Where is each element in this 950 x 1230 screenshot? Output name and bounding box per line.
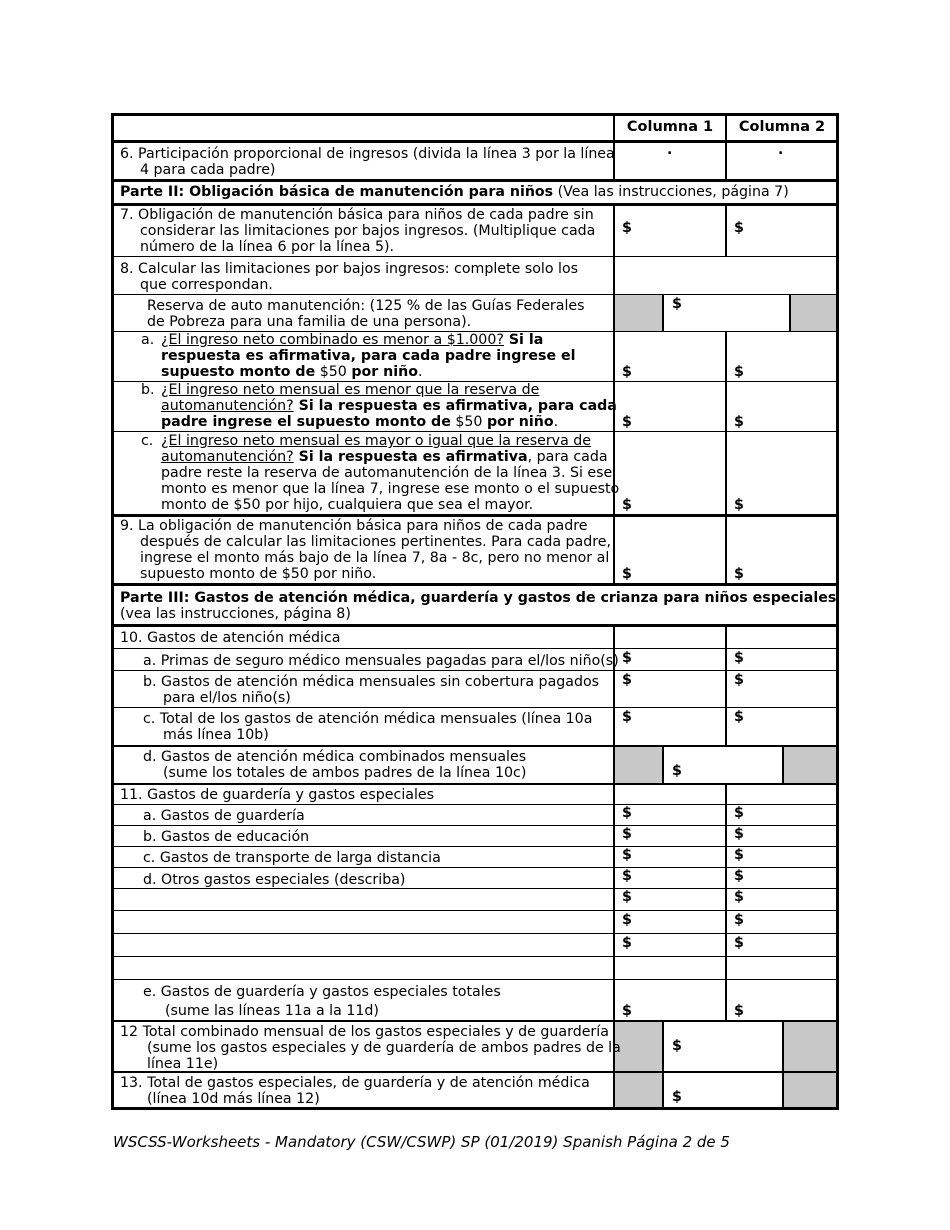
row-10d-line-1: d. Gastos de atención médica combinados mensuales — [143, 749, 527, 765]
row-6-col2-decimal[interactable]: . — [778, 142, 784, 158]
row-11e-line-1: e. Gastos de guardería y gastos especiales totales — [143, 984, 501, 1000]
row-7-col2-amount[interactable]: $ — [734, 220, 744, 236]
other-expense-1-col1-amount[interactable]: $ — [622, 889, 632, 905]
row-11c-col1-amount[interactable]: $ — [622, 847, 632, 863]
other-expense-3-col1-amount[interactable]: $ — [622, 935, 632, 951]
row-8-line-1: 8. Calcular las limitaciones por bajos ingresos: complete solo los — [120, 261, 579, 277]
part-3-subheading: (vea las instrucciones, página 8) — [120, 606, 351, 622]
row-12-line-1: 12 Total combinado mensual de los gastos especiales y de guardería — [120, 1024, 609, 1040]
row-10a-col2-amount[interactable]: $ — [734, 650, 744, 666]
row-8a-prefix: a. — [141, 332, 155, 348]
row-8a-line-3: supuesto monto de $50 por niño. — [161, 364, 423, 380]
row-8b-line-3: padre ingrese el supuesto monto de $50 por niño. — [161, 414, 559, 430]
reserve-line-2: de Pobreza para una familia de una persona). — [147, 314, 472, 330]
column-1-header: Columna 1 — [626, 119, 714, 135]
row-11a-col2-amount[interactable]: $ — [734, 805, 744, 821]
row-11d-col2-amount[interactable]: $ — [734, 868, 744, 884]
row-13-gray-left — [614, 1073, 663, 1108]
row-8c-line-4: monto es menor que la línea 7, ingrese ese monto o el supuesto — [161, 481, 620, 497]
row-10b-line-1: b. Gastos de atención médica mensuales sin cobertura pagados — [143, 674, 600, 690]
part-3-heading: Parte III: Gastos de atención médica, guardería y gastos de crianza para niños especiales — [120, 590, 837, 606]
row-9-line-3: ingrese el monto más bajo de la línea 7, 8a - 8c, pero no menor al — [140, 550, 610, 566]
row-11e-line-2: (sume las líneas 11a a la 11d) — [165, 1003, 379, 1019]
row-11a-col1-amount[interactable]: $ — [622, 805, 632, 821]
row-12-line-3: línea 11e) — [147, 1056, 219, 1072]
row-8a-col2-amount[interactable]: $ — [734, 364, 744, 380]
row-11d-col1-amount[interactable]: $ — [622, 868, 632, 884]
row-7-col1-amount[interactable]: $ — [622, 220, 632, 236]
row-8b-line-1: ¿El ingreso neto mensual es menor que la reserva de — [161, 382, 540, 398]
page-footer: WSCSS-Worksheets - Mandatory (CSW/CSWP) SP (01/2019) Spanish Página 2 de 5 — [113, 1133, 730, 1151]
row-10c-line-1: c. Total de los gastos de atención médica mensuales (línea 10a — [143, 711, 593, 727]
row-9-line-2: después de calcular las limitaciones pertinentes. Para cada padre, — [140, 534, 611, 550]
row-9-col1-amount[interactable]: $ — [622, 566, 632, 582]
row-11b-text: b. Gastos de educación — [143, 829, 310, 845]
row-10c-col1-amount[interactable]: $ — [622, 709, 632, 725]
part-2-heading: Parte II: Obligación básica de manutención para niños (Vea las instrucciones, página 7) — [120, 184, 789, 200]
row-8c-line-3: padre reste la reserva de automanutención de la línea 3. Si ese — [161, 465, 613, 481]
column-2-header: Columna 2 — [738, 119, 826, 135]
reserve-amount[interactable]: $ — [672, 296, 682, 312]
row-8c-line-5: monto de $50 por hijo, cualquiera que sea el mayor. — [161, 497, 534, 513]
row-10d-gray-left — [614, 747, 663, 783]
row-11e-col2-amount[interactable]: $ — [734, 1003, 744, 1019]
row-8b-col2-amount[interactable]: $ — [734, 414, 744, 430]
row-13-gray-right — [783, 1073, 837, 1108]
row-11c-col2-amount[interactable]: $ — [734, 847, 744, 863]
row-10c-line-2: más línea 10b) — [163, 727, 269, 743]
other-expense-3-col2-amount[interactable]: $ — [734, 935, 744, 951]
row-10d-amount[interactable]: $ — [672, 763, 682, 779]
row-10b-col1-amount[interactable]: $ — [622, 672, 632, 688]
row-7-line-3: número de la línea 6 por la línea 5). — [140, 239, 395, 255]
row-10b-line-2: para el/los niño(s) — [163, 690, 291, 706]
row-8c-prefix: c. — [141, 433, 154, 449]
row-8a-col1-amount[interactable]: $ — [622, 364, 632, 380]
row-9-line-4: supuesto monto de $50 por niño. — [140, 566, 377, 582]
reserve-gray-left — [614, 295, 663, 331]
row-6-col1-decimal[interactable]: . — [667, 142, 673, 158]
row-8c-col1-amount[interactable]: $ — [622, 497, 632, 513]
row-10b-col2-amount[interactable]: $ — [734, 672, 744, 688]
row-13-amount[interactable]: $ — [672, 1089, 682, 1105]
row-9-col2-amount[interactable]: $ — [734, 566, 744, 582]
row-12-gray-right — [783, 1022, 837, 1071]
row-12-line-2: (sume los gastos especiales y de guardería de ambos padres de la — [147, 1040, 621, 1056]
row-13-line-1: 13. Total de gastos especiales, de guardería y de atención médica — [120, 1075, 590, 1091]
row-11a-text: a. Gastos de guardería — [143, 808, 305, 824]
reserve-line-1: Reserva de auto manutención: (125 % de las Guías Federales — [147, 298, 585, 314]
row-11-title: 11. Gastos de guardería y gastos especiales — [120, 787, 435, 803]
row-10d-line-2: (sume los totales de ambos padres de la línea 10c) — [163, 765, 527, 781]
row-8c-col2-amount[interactable]: $ — [734, 497, 744, 513]
row-8a-line-1: ¿El ingreso neto combinado es menor a $1.000? Si la — [161, 332, 544, 348]
row-11e-col1-amount[interactable]: $ — [622, 1003, 632, 1019]
row-10c-col2-amount[interactable]: $ — [734, 709, 744, 725]
row-8c-line-1: ¿El ingreso neto mensual es mayor o igual que la reserva de — [161, 433, 592, 449]
row-8b-prefix: b. — [141, 382, 155, 398]
row-8-line-2: que correspondan. — [140, 277, 273, 293]
row-9-line-1: 9. La obligación de manutención básica para niños de cada padre — [120, 518, 588, 534]
row-12-amount[interactable]: $ — [672, 1038, 682, 1054]
row-6-text-2: 4 para cada padre) — [140, 162, 276, 178]
row-13-line-2: (línea 10d más línea 12) — [147, 1091, 320, 1107]
row-12-gray-left — [614, 1022, 663, 1071]
other-expense-1-col2-amount[interactable]: $ — [734, 889, 744, 905]
row-7-line-1: 7. Obligación de manutención básica para niños de cada padre sin — [120, 207, 594, 223]
row-11b-col1-amount[interactable]: $ — [622, 826, 632, 842]
reserve-gray-right — [790, 295, 837, 331]
row-10a-col1-amount[interactable]: $ — [622, 650, 632, 666]
row-6-text: 6. Participación proporcional de ingresos (divida la línea 3 por la línea — [120, 146, 615, 162]
row-10a-text: a. Primas de seguro médico mensuales pagadas para el/los niño(s) — [143, 653, 619, 669]
other-expense-2-col1-amount[interactable]: $ — [622, 912, 632, 928]
row-11d-text: d. Otros gastos especiales (describa) — [143, 872, 406, 888]
row-11c-text: c. Gastos de transporte de larga distancia — [143, 850, 441, 866]
row-7-line-2: considerar las limitaciones por bajos ingresos. (Multiplique cada — [140, 223, 596, 239]
row-8b-col1-amount[interactable]: $ — [622, 414, 632, 430]
row-8b-line-2: automanutención? Si la respuesta es afirmativa, para cada — [161, 398, 617, 414]
row-10-title: 10. Gastos de atención médica — [120, 630, 341, 646]
other-expense-2-col2-amount[interactable]: $ — [734, 912, 744, 928]
row-8a-line-2: respuesta es afirmativa, para cada padre ingrese el — [161, 348, 576, 364]
row-8c-line-2: automanutención? Si la respuesta es afirmativa, para cada — [161, 449, 608, 465]
row-11b-col2-amount[interactable]: $ — [734, 826, 744, 842]
row-10d-gray-right — [783, 747, 837, 783]
